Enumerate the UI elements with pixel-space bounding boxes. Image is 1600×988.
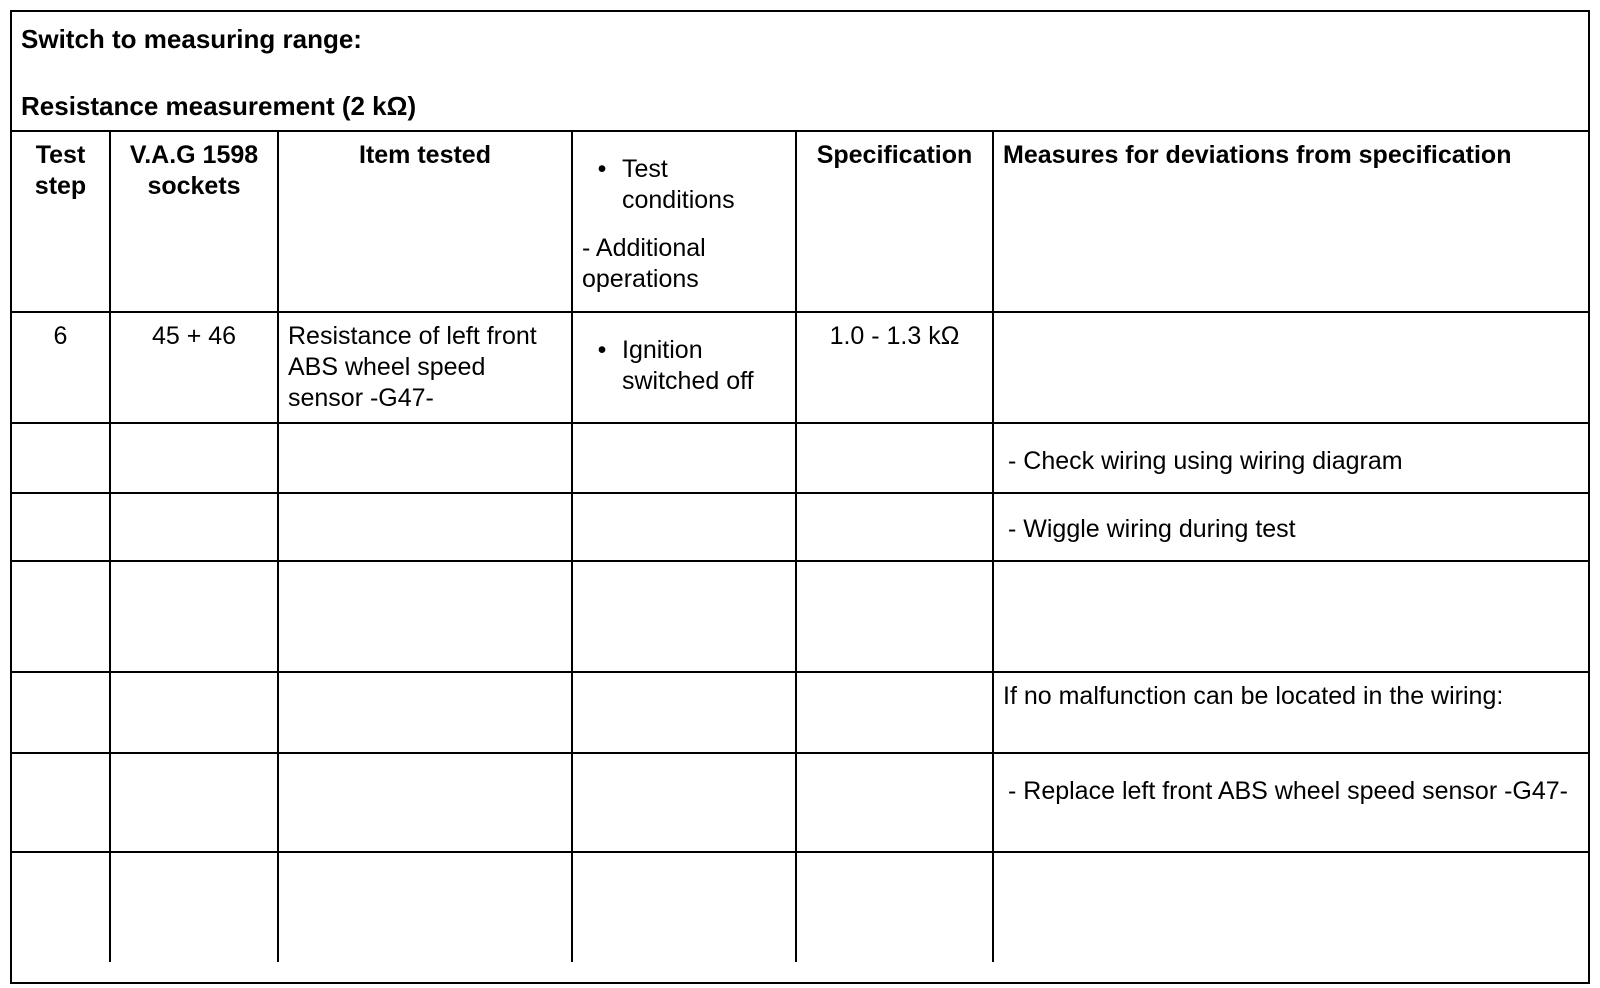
empty-cell bbox=[796, 561, 993, 672]
cell-test-conditions bbox=[572, 312, 796, 423]
bullet-icon: • bbox=[597, 155, 607, 183]
measure-check-wiring: - Check wiring using wiring diagram bbox=[993, 423, 1588, 493]
cell-test-step: 6 bbox=[12, 312, 110, 423]
table-row bbox=[12, 312, 1588, 423]
test-conditions-bullet bbox=[582, 154, 786, 216]
measure-wiggle-wiring: - Wiggle wiring during test bbox=[993, 493, 1588, 561]
table-row bbox=[12, 493, 1588, 561]
measure-replace-sensor: - Replace left front ABS wheel speed sensor -G47- bbox=[993, 753, 1588, 852]
table-row bbox=[12, 423, 1588, 493]
empty-cell bbox=[572, 493, 796, 561]
empty-cell bbox=[278, 852, 572, 962]
empty-cell bbox=[110, 493, 278, 561]
empty-cell bbox=[572, 852, 796, 962]
cell-specification: 1.0 - 1.3 kΩ bbox=[796, 312, 993, 423]
condition-bullet bbox=[582, 335, 786, 397]
col-header-test-step: Test step bbox=[12, 132, 110, 312]
col-header-item-tested: Item tested bbox=[278, 132, 572, 312]
additional-operations-label: - Additional operations bbox=[582, 234, 706, 293]
table-row bbox=[12, 852, 1588, 962]
resistance-measurement-title: Resistance measurement (2 kΩ) bbox=[21, 91, 417, 121]
test-table-document bbox=[10, 10, 1590, 984]
empty-cell bbox=[12, 561, 110, 672]
col-header-sockets: V.A.G 1598 sockets bbox=[110, 132, 278, 312]
empty-cell bbox=[278, 672, 572, 753]
empty-cell bbox=[572, 753, 796, 852]
measuring-range-title: Switch to measuring range: bbox=[21, 24, 362, 54]
test-steps-table bbox=[12, 132, 1588, 962]
empty-cell bbox=[12, 852, 110, 962]
empty-cell bbox=[278, 423, 572, 493]
empty-cell bbox=[278, 561, 572, 672]
cell-sockets: 45 + 46 bbox=[110, 312, 278, 423]
empty-cell bbox=[796, 852, 993, 962]
empty-cell bbox=[12, 493, 110, 561]
empty-cell bbox=[796, 753, 993, 852]
col-header-measures: Measures for deviations from specification bbox=[993, 132, 1588, 312]
test-conditions-label: Test conditions bbox=[622, 155, 735, 214]
table-header-row bbox=[12, 132, 1588, 312]
bullet-icon: • bbox=[597, 336, 607, 364]
empty-cell bbox=[12, 753, 110, 852]
empty-cell bbox=[110, 423, 278, 493]
empty-cell bbox=[278, 753, 572, 852]
empty-cell bbox=[796, 493, 993, 561]
empty-cell bbox=[993, 852, 1588, 962]
col-header-specification: Specification bbox=[796, 132, 993, 312]
empty-cell bbox=[796, 672, 993, 753]
col-header-test-conditions bbox=[572, 132, 796, 312]
cell-item-tested: Resistance of left front ABS wheel speed sensor -G47- bbox=[278, 312, 572, 423]
empty-cell bbox=[572, 561, 796, 672]
cell-measures bbox=[993, 312, 1588, 423]
empty-cell bbox=[572, 672, 796, 753]
empty-cell bbox=[12, 423, 110, 493]
empty-cell bbox=[796, 423, 993, 493]
empty-cell bbox=[110, 672, 278, 753]
measure-no-malfunction: If no malfunction can be located in the wiring: bbox=[993, 672, 1588, 753]
empty-cell bbox=[278, 493, 572, 561]
table-row bbox=[12, 672, 1588, 753]
measuring-range-header bbox=[12, 12, 1588, 132]
condition-text: Ignition switched off bbox=[622, 336, 754, 395]
table-row bbox=[12, 753, 1588, 852]
empty-cell bbox=[110, 852, 278, 962]
table-row bbox=[12, 561, 1588, 672]
empty-cell bbox=[12, 672, 110, 753]
empty-cell bbox=[993, 561, 1588, 672]
empty-cell bbox=[110, 561, 278, 672]
empty-cell bbox=[110, 753, 278, 852]
empty-cell bbox=[572, 423, 796, 493]
